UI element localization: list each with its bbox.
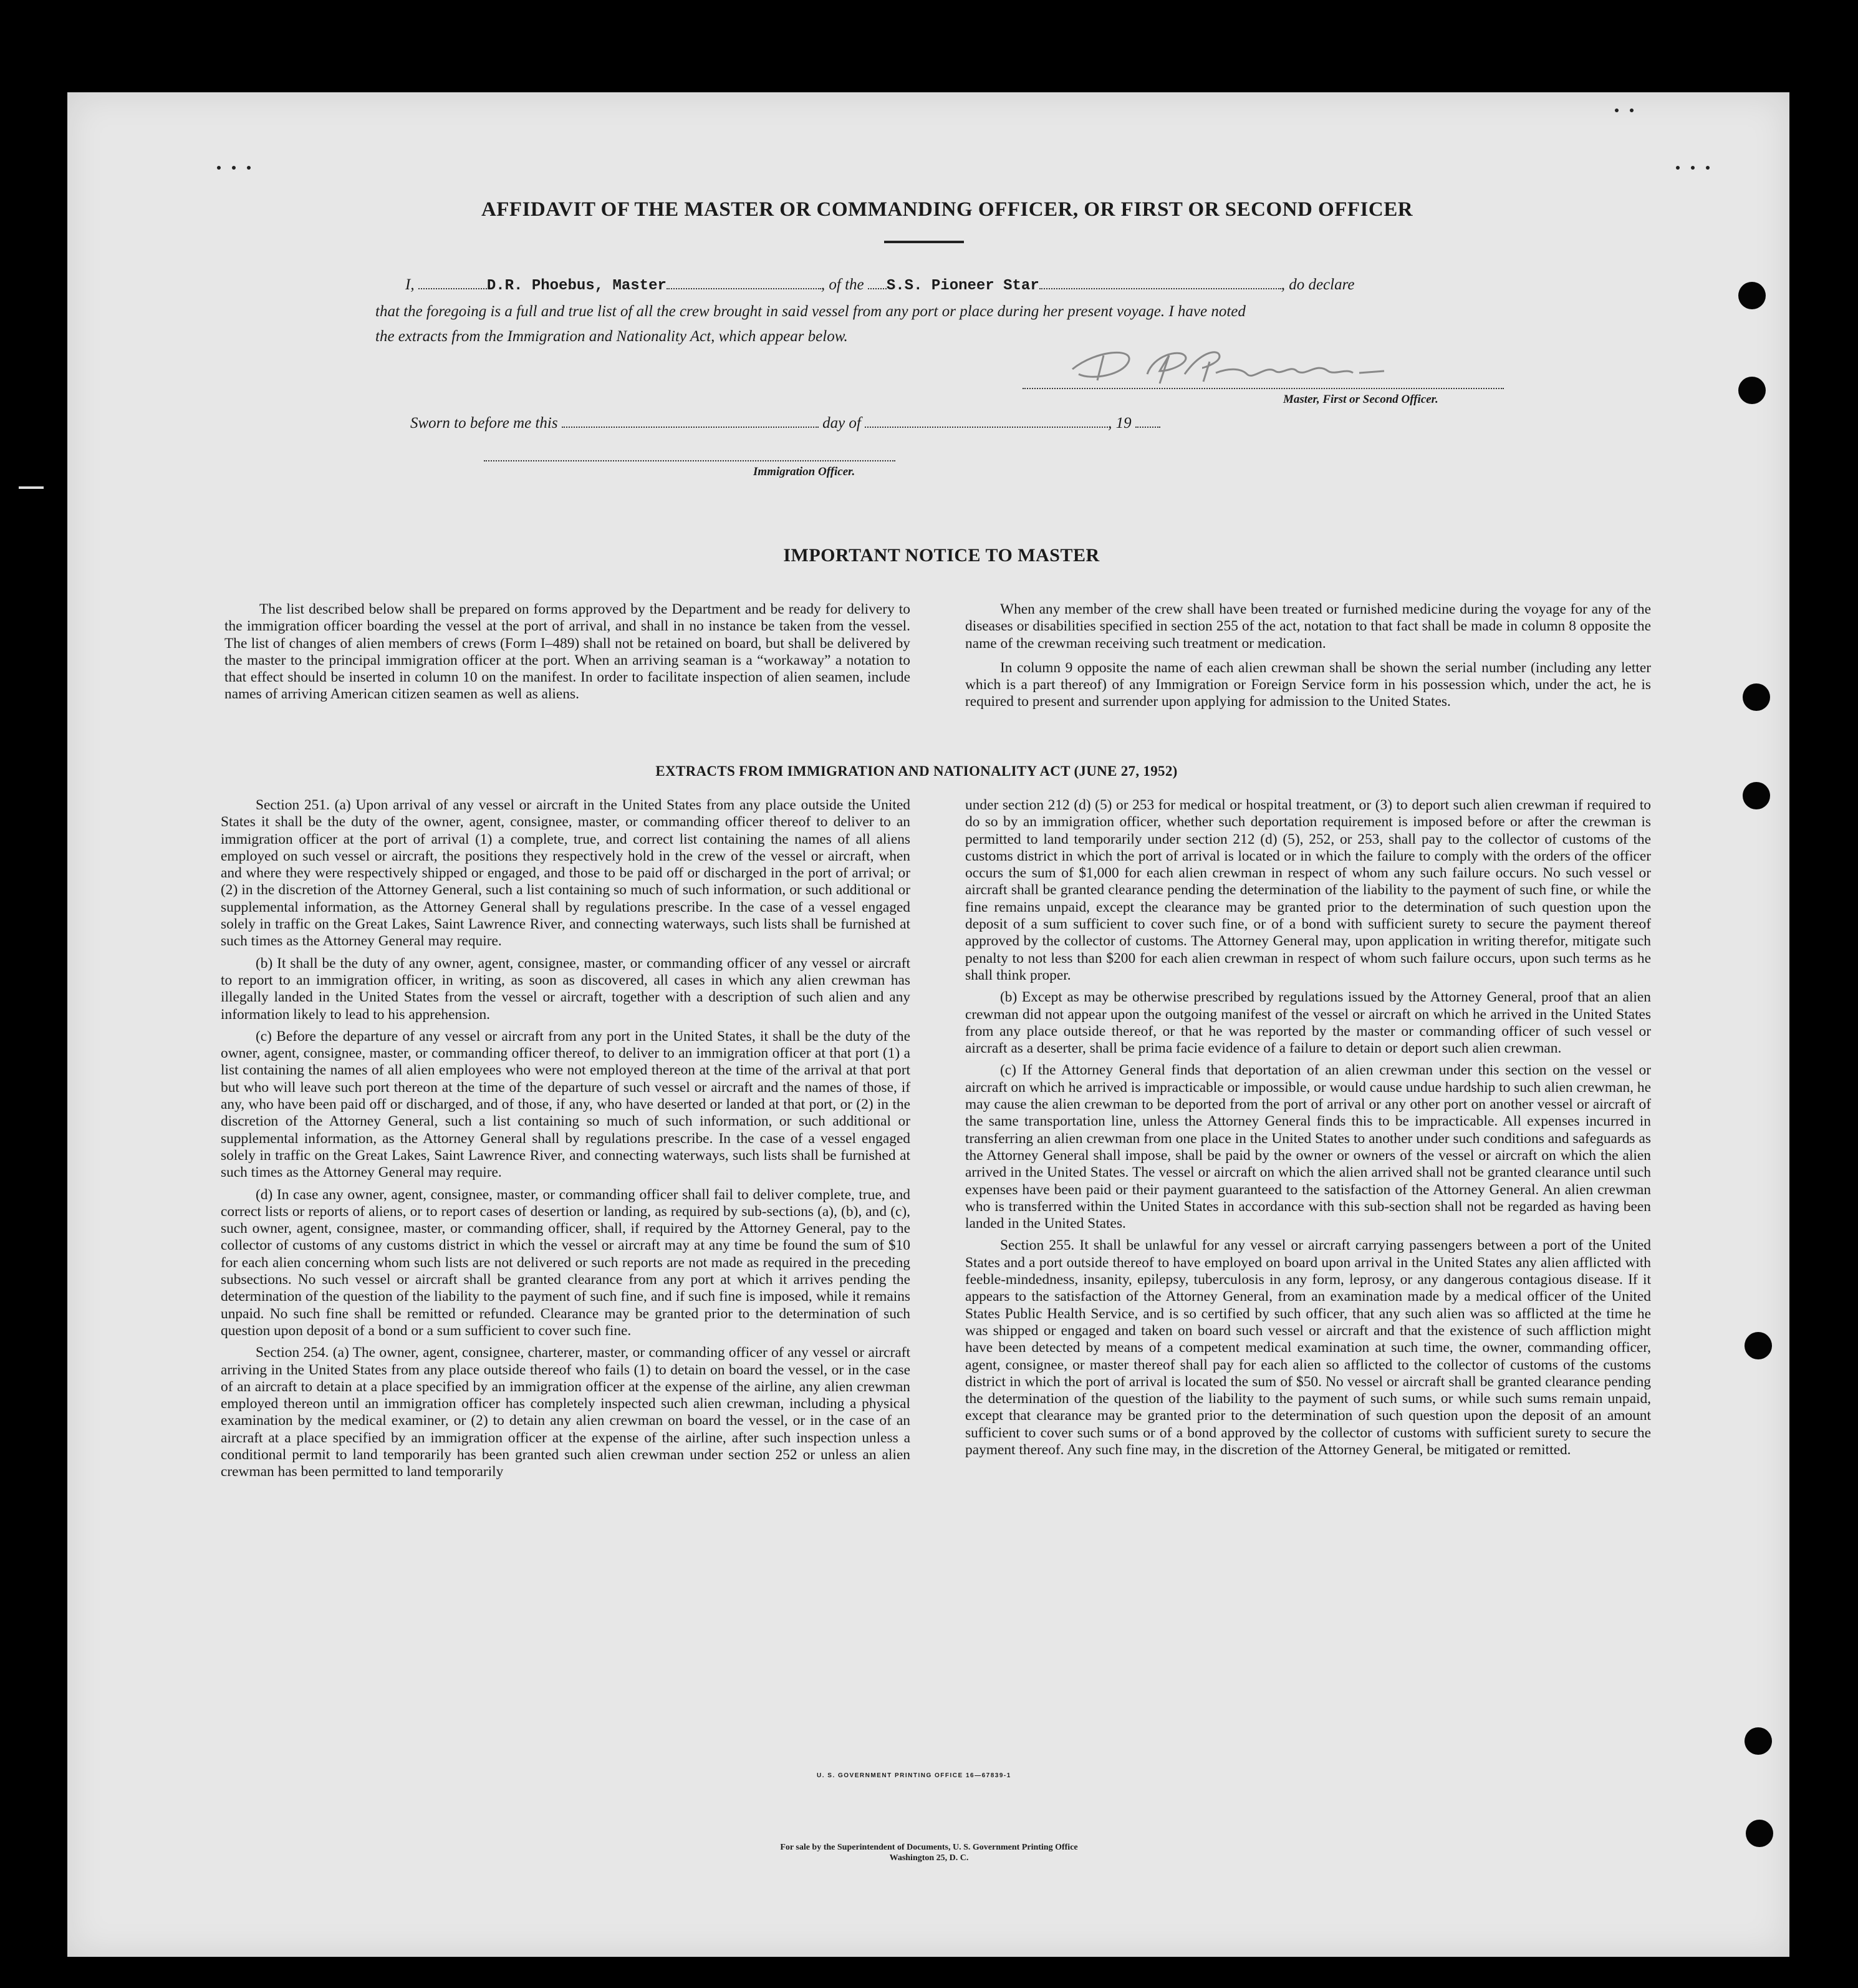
signature-line <box>1023 374 1504 389</box>
binder-hole <box>1745 1332 1772 1359</box>
notice-left-column <box>224 601 910 703</box>
sale-line-1: For sale by the Superintendent of Documents, U. S. Government Printing Office <box>780 1843 1078 1852</box>
section-254b: (b) Except as may be otherwise prescribed by regulations issued by the Attorney General, proof that an alien crewman did not appear upon the outgoing manifest of the vessel or aircraft on which he arrived in the United States from any place outside thereof, or that he was reported by the master or commanding officer of such vessel or aircraft as a deserter, shall be prima facie evidence of a failure to detain or deport such alien crewman. <box>965 989 1651 1057</box>
section-251c: (c) Before the departure of any vessel or aircraft from any port in the United States, it shall be the duty of the owner, agent, consignee, master, or commanding officer thereof, to deliver to an immigration officer at that port (1) a list containing the names of all alien employees who were not employed thereon at the time of the arrival at that port but who will leave such port thereon at the time of the departure of such vessel or aircraft and the names of those, if any, who have been paid off or discharged, and of those, if any, who have deserted or landed at that port, or (2) in the discretion of the Attorney General, such a list containing so much of such information, or such additional or supplemental information, as the Attorney General shall by regulations prescribe. In the case of a vessel engaged solely in traffic on the Great Lakes, Saint Lawrence River, and connecting waterways, such lists shall be furnished at such times as the Attorney General may require. <box>221 1028 910 1181</box>
section-251d: (d) In case any owner, agent, consignee, master, or commanding officer shall fail to deliver complete, true, and correct lists or reports of aliens, or to report cases of desertion or landing, as required by sub-sections (a), (b), and (c), such owner, agent, consignee, master, or commanding officer, shall, if required by the Attorney General, pay to the collector of customs of any customs district in which the vessel or aircraft may at any time be found the sum of $10 for each alien concerning whom such lists are not delivered or such reports are not made as required in the preceding subsections. No such vessel or aircraft shall be granted clearance from any port at which it arrives pending the determination of the question of the liability to the payment of such fine, and if such fine is imposed, while it remains unpaid. No such fine shall be remitted or refunded. Clearance may be granted prior to the determination of such question upon deposit of a bond or a sum sufficient to cover such fine. <box>221 1186 910 1339</box>
punch-mark <box>247 166 251 170</box>
extracts-title: EXTRACTS FROM IMMIGRATION AND NATIONALITY ACT (JUNE 27, 1952) <box>655 763 1178 779</box>
master-name-field[interactable]: D.R. Phoebus, Master <box>486 277 667 294</box>
section-255: Section 255. It shall be unlawful for any vessel or aircraft carrying passengers between a port of the United States and a port outside thereof to have employed on board upon arrival in the United States any alien afflicted with feeble-mindedness, insanity, epilepsy, tuberculosis in any form, leprosy, or any dangerous contagious disease. If it appears to the satisfaction of the Attorney General, from an examination made by a medical officer of the United States Public Health Service, and is so certified by such officer, that any such alien was so afflicted at the time he was shipped or engaged and taken on board such vessel or aircraft and that the existence of such affliction might have been detected by means of a competent medical examination at such time, the owner, commanding officer, agent, consignee, or master thereof shall pay for each alien so afflicted to the collector of customs of the customs district in which the port of arrival is located the sum of $50. No vessel or aircraft shall be granted clearance pending the determination of the question of the liability to the payment of such sums, or while such sums remain unpaid, except that clearance may be granted prior to the determination of such question upon the deposit of an amount sufficient to cover such sums or of a bond approved by the collector of customs with sufficient surety to secure the payment thereof. Any such fine may, in the discretion of the Attorney General, be mitigated or remitted. <box>965 1237 1651 1458</box>
year-label: , 19 <box>1108 415 1132 432</box>
binder-hole <box>1738 282 1766 309</box>
notice-paragraph: When any member of the crew shall have been treated or furnished medicine during the voyage for any of the diseases or disabilities specified in section 255 of the act, notation to that fact shall be made in column 8 opposite the name of the crewman receiving such treatment or medication. <box>965 601 1651 652</box>
notice-paragraph: The list described below shall be prepared on forms approved by the Department and be ready for delivery to the immigration officer boarding the vessel at the port of arrival, and shall in no instance be taken from the vessel. The list of changes of alien members of crews (Form I–489) shall not be retained on board, but shall be delivered by the master to the principal immigration officer at the port. When an arriving seaman is a “workaway” a notation to that effect should be inserted in column 10 on the manifest. In order to facilitate inspection of alien seamen, include names of arriving American citizen seamen as well as aliens. <box>224 601 910 703</box>
notice-paragraph: In column 9 opposite the name of each alien crewman shall be shown the serial number (including any letter which is a part thereof) of any Immigration or Foreign Service form in his possession which, under the act, he is required to present and surrender upon applying for admission to the United States. <box>965 659 1651 710</box>
day-of-label: day of <box>822 415 861 432</box>
declaration-line-2: that the foregoing is a full and true list of all the crew brought in said vessel from any port or place during her present voyage. I have noted <box>375 303 1246 320</box>
signature-caption: Master, First or Second Officer. <box>1283 393 1438 406</box>
dotted-leader <box>418 274 487 289</box>
binder-hole <box>1738 377 1766 404</box>
i-label: I, <box>405 276 415 293</box>
punch-mark <box>217 166 221 170</box>
sworn-year-field[interactable] <box>1135 413 1160 428</box>
section-254c: (c) If the Attorney General finds that deportation of an alien crewman under this section on the vessel or aircraft on which he arrived is impracticable or impossible, or would cause undue hardship to such alien crewman, he may cause the alien crewman to be deported from the port of arrival or any other port on another vessel or aircraft of the same transportation line, unless the Attorney General finds this to be impracticable. All expenses incurred in transferring an alien crewman from one place in the United States to another under such conditions and safeguards as the Attorney General shall impose, shall be paid by the owner or owners of the vessel or aircraft on which the alien arrived in the United States. The vessel or aircraft on which the alien arrived shall not be granted clearance until such expenses have been paid or their payment guaranteed to the satisfaction of the Attorney General. An alien crewman who is transferred within the United States in accordance with this sub-section shall not be regarded as having been landed in the United States. <box>965 1062 1651 1232</box>
binder-hole <box>1743 683 1770 711</box>
punch-mark <box>1706 166 1710 170</box>
punch-mark <box>232 166 236 170</box>
punch-mark <box>1691 166 1695 170</box>
punch-mark <box>1630 109 1634 112</box>
notice-right-column <box>965 601 1651 711</box>
notice-title: IMPORTANT NOTICE TO MASTER <box>783 545 1100 566</box>
dotted-leader <box>1039 274 1281 289</box>
binder-hole <box>1746 1820 1773 1847</box>
section-251a: Section 251. (a) Upon arrival of any vessel or aircraft in the United States from any place outside the United States it shall be the duty of the owner, agent, consignee, master, or commanding officer thereof to deliver to an immigration officer at the port of arrival (1) a complete, true, and correct list containing the names of all aliens employed on such vessel or aircraft, the positions they respectively hold in the crew of the vessel or aircraft, when and where they were respectively shipped or engaged, and those to be paid off or discharged in the port of arrival; or (2) in the discretion of the Attorney General, such a list containing so much of such information, or such additional or supplemental information, as the Attorney General shall by regulations prescribe. In the case of a vessel engaged solely in traffic on the Great Lakes, Saint Lawrence River, and connecting waterways, such lists shall be furnished at such times as the Attorney General may require. <box>221 797 910 950</box>
edge-mark <box>19 486 44 489</box>
sale-line-2: Washington 25, D. C. <box>889 1853 969 1863</box>
dotted-leader <box>667 274 821 289</box>
section-254a: Section 254. (a) The owner, agent, consignee, charterer, master, or commanding officer of any vessel or aircraft arriving in the United States from any place outside thereof who fails (1) to detain on board the vessel, or in the case of an aircraft to detain at a place specified by an immigration officer at the expense of the airline, any alien crewman employed thereon until an immigration officer has completely inspected such alien crewman, including a physical examination by the medical examiner, or (2) to detain any alien crewman on board the vessel, or in the case of an aircraft at a place specified by an immigration officer at the expense of the airline, after such inspection unless a conditional permit to land temporarily has been granted such alien crewman under section 252 or unless an alien crewman has been permitted to land temporarily <box>221 1344 910 1480</box>
of-the-label: , of the <box>821 276 864 293</box>
section-251b: (b) It shall be the duty of any owner, agent, consignee, master, or commanding officer of any vessel or aircraft to report to an immigration officer, in writing, as soon as discovered, all cases in which any alien crewman has illegally landed in the United States from the vessel or aircraft, together with a description of such alien and any information likely to lead to his apprehension. <box>221 955 910 1023</box>
dotted-leader <box>868 274 887 289</box>
sworn-line <box>410 413 1160 432</box>
section-254a-cont: under section 212 (d) (5) or 253 for medical or hospital treatment, or (3) to deport such alien crewman if required to do so by an immigration officer, whether such deportation requirement is imposed before or after the crewman is permitted to land temporarily under section 212 (d) (5), 252, or 253, shall pay to the collector of customs of the customs district in which the port of arrival is located or in which the failure to comply with the orders of the officer occurs the sum of $1,000 for each alien crewman in respect of whom any such failure occurs. No such vessel or aircraft shall be granted clearance pending the determination of the liability to the payment of such fine, or while the fine remains unpaid, except the clearance may be granted prior to the determination of such question upon the deposit of a sum sufficient to cover such fine, or of a bond with sufficient surety to secure the payment thereof approved by the collector of customs. The Attorney General may, upon application in writing therefor, mitigate such penalty to not less than $200 for each alien crewman in respect of whom such failure occurs, upon such terms as he shall think proper. <box>965 797 1651 983</box>
sale-notice <box>648 1842 1210 1863</box>
extracts-right-column <box>965 797 1651 1459</box>
punch-mark <box>1676 166 1680 170</box>
sworn-month-field[interactable] <box>865 413 1108 428</box>
sworn-label: Sworn to before me this <box>410 415 558 432</box>
declaration-line-3: the extracts from the Immigration and Nationality Act, which appear below. <box>375 328 848 345</box>
extracts-left-column <box>221 797 910 1481</box>
binder-hole <box>1743 782 1770 809</box>
vessel-name-field[interactable]: S.S. Pioneer Star <box>886 277 1039 294</box>
declaration-line-1 <box>405 274 1509 294</box>
do-declare-label: , do declare <box>1281 276 1355 293</box>
immigration-officer-line[interactable] <box>484 446 895 461</box>
immigration-officer-caption: Immigration Officer. <box>753 465 855 478</box>
title-rule <box>884 241 964 243</box>
form-title: AFFIDAVIT OF THE MASTER OR COMMANDING OFFICER, OR FIRST OR SECOND OFFICER <box>481 198 1413 221</box>
sworn-day-field[interactable] <box>562 413 819 428</box>
printing-office-line: U. S. GOVERNMENT PRINTING OFFICE 16—67839-1 <box>817 1772 1011 1779</box>
punch-mark <box>1615 109 1619 112</box>
binder-hole <box>1745 1727 1772 1755</box>
